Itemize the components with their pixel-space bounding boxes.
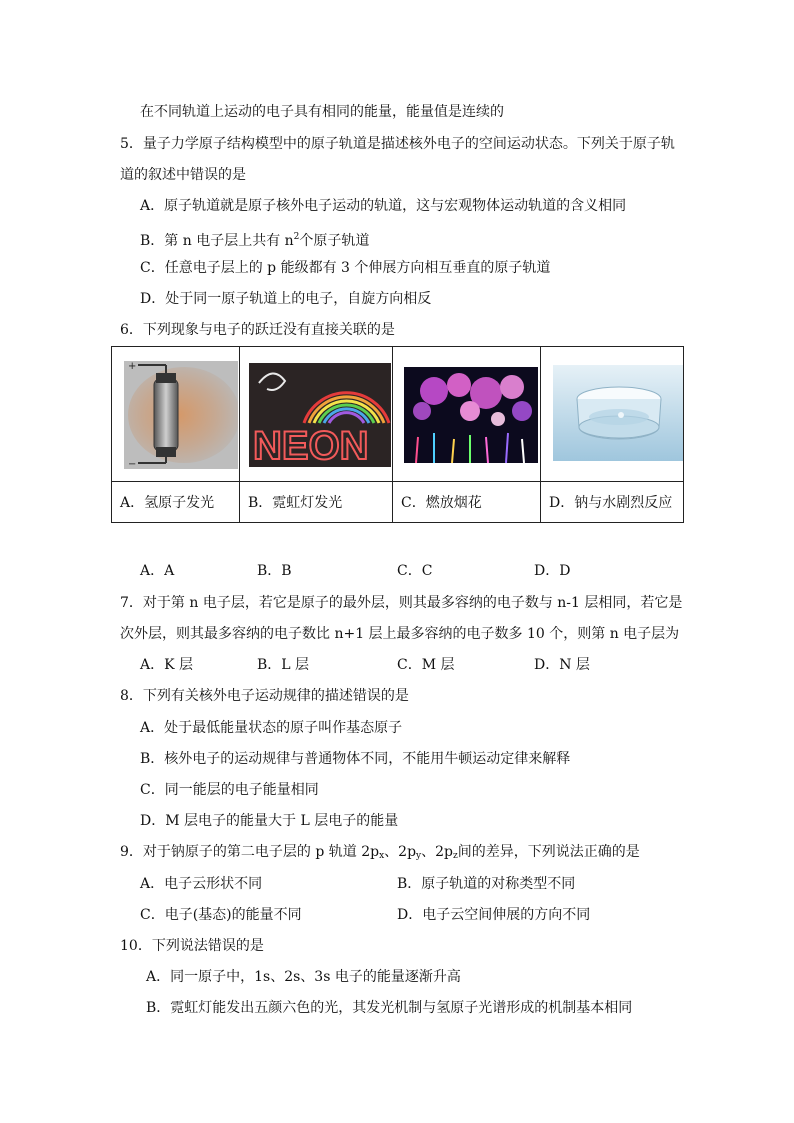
q8-option-c: C．同一能层的电子能量相同 bbox=[140, 782, 319, 798]
q10-stem: 10．下列说法错误的是 bbox=[120, 938, 264, 954]
svg-text:+: + bbox=[128, 361, 137, 372]
q9-sub-z: z bbox=[453, 851, 458, 861]
q9-sep2: 、2p bbox=[421, 844, 454, 860]
q9-sub-x: x bbox=[379, 851, 385, 861]
q9-sep1: 、2p bbox=[384, 844, 417, 860]
q5-option-a: A．原子轨道就是原子核外电子运动的轨道，这与宏观物体运动轨道的含义相同 bbox=[140, 198, 627, 214]
q7-stem-line2: 次外层，则其最多容纳的电子数比 n+1 层上最多容纳的电子数多 10 个，则第 n 电子层为 bbox=[120, 626, 680, 642]
q7-option-d: D．N 层 bbox=[534, 657, 590, 673]
q9-stem-post: 间的差异，下列说法正确的是 bbox=[457, 844, 640, 860]
q6-image-cell-a bbox=[112, 347, 240, 482]
q4-option-text: 在不同轨道上运动的电子具有相同的能量，能量值是连续的 bbox=[140, 104, 504, 120]
q6-option-b: B．B bbox=[257, 563, 292, 579]
q5-option-b-pre: B．第 n 电子层上共有 n bbox=[140, 233, 294, 249]
neon-sign-text: NEON bbox=[253, 424, 369, 467]
q5-option-b-post: 个原子轨道 bbox=[299, 233, 370, 249]
fireworks-image bbox=[404, 367, 538, 463]
q5-option-c: C．任意电子层上的 p 能级都有 3 个伸展方向相互垂直的原子轨道 bbox=[140, 260, 551, 276]
q9-option-c: C．电子(基态)的能量不同 bbox=[140, 907, 302, 923]
q9-option-d: D．电子云空间伸展的方向不同 bbox=[397, 907, 591, 923]
q6-image-cell-c bbox=[393, 347, 541, 482]
q6-option-c: C．C bbox=[397, 563, 433, 579]
q5-stem-line1: 5．量子力学原子结构模型中的原子轨道是描述核外电子的空间运动状态。下列关于原子轨 bbox=[120, 136, 675, 152]
q8-option-d: D．M 层电子的能量大于 L 层电子的能量 bbox=[140, 813, 399, 829]
q9-option-b: B．原子轨道的对称类型不同 bbox=[397, 876, 576, 892]
q7-option-c: C．M 层 bbox=[397, 657, 455, 673]
q6-image-cell-d bbox=[541, 347, 684, 482]
q8-stem: 8．下列有关核外电子运动规律的描述错误的是 bbox=[120, 688, 409, 704]
q8-option-b: B．核外电子的运动规律与普通物体不同，不能用牛顿运动定律来解释 bbox=[140, 751, 571, 767]
q5-option-b bbox=[140, 228, 369, 250]
q5-option-b-sup: 2 bbox=[293, 232, 300, 242]
q9-stem bbox=[120, 843, 640, 865]
sodium-water-dish-image bbox=[553, 365, 683, 461]
q5-stem-line2: 道的叙述中错误的是 bbox=[120, 167, 246, 183]
q6-caption-c: C．燃放烟花 bbox=[393, 482, 541, 523]
q6-caption-a: A．氢原子发光 bbox=[112, 482, 240, 523]
q10-option-a: A．同一原子中，1s、2s、3s 电子的能量逐渐升高 bbox=[146, 969, 461, 985]
neon-sign-image bbox=[249, 363, 391, 467]
q9-sub-y: y bbox=[416, 851, 422, 861]
q6-caption-b: B．霓虹灯发光 bbox=[240, 482, 393, 523]
q7-option-b: B．L 层 bbox=[257, 657, 310, 673]
q10-option-b: B．霓虹灯能发出五颜六色的光，其发光机制与氢原子光谱形成的机制基本相同 bbox=[146, 1000, 633, 1016]
q6-option-d: D．D bbox=[534, 563, 571, 579]
q6-image-cell-b bbox=[240, 347, 393, 482]
q5-option-d: D．处于同一原子轨道上的电子，自旋方向相反 bbox=[140, 291, 432, 307]
hydrogen-tube-image bbox=[124, 361, 238, 469]
q6-stem: 6．下列现象与电子的跃迁没有直接关联的是 bbox=[120, 322, 395, 338]
q6-option-a: A．A bbox=[140, 563, 175, 579]
q8-option-a: A．处于最低能量状态的原子叫作基态原子 bbox=[140, 720, 403, 736]
q6-caption-d: D．钠与水剧烈反应 bbox=[541, 482, 684, 523]
q9-stem-pre: 9．对于钠原子的第二电子层的 p 轨道 2p bbox=[120, 844, 380, 860]
svg-text:−: − bbox=[128, 459, 137, 469]
q6-image-table bbox=[111, 346, 684, 523]
q7-option-a: A．K 层 bbox=[140, 657, 194, 673]
q7-stem-line1: 7．对于第 n 电子层，若它是原子的最外层，则其最多容纳的电子数与 n-1 层相同，若它是 bbox=[120, 595, 683, 611]
q9-option-a: A．电子云形状不同 bbox=[140, 876, 263, 892]
